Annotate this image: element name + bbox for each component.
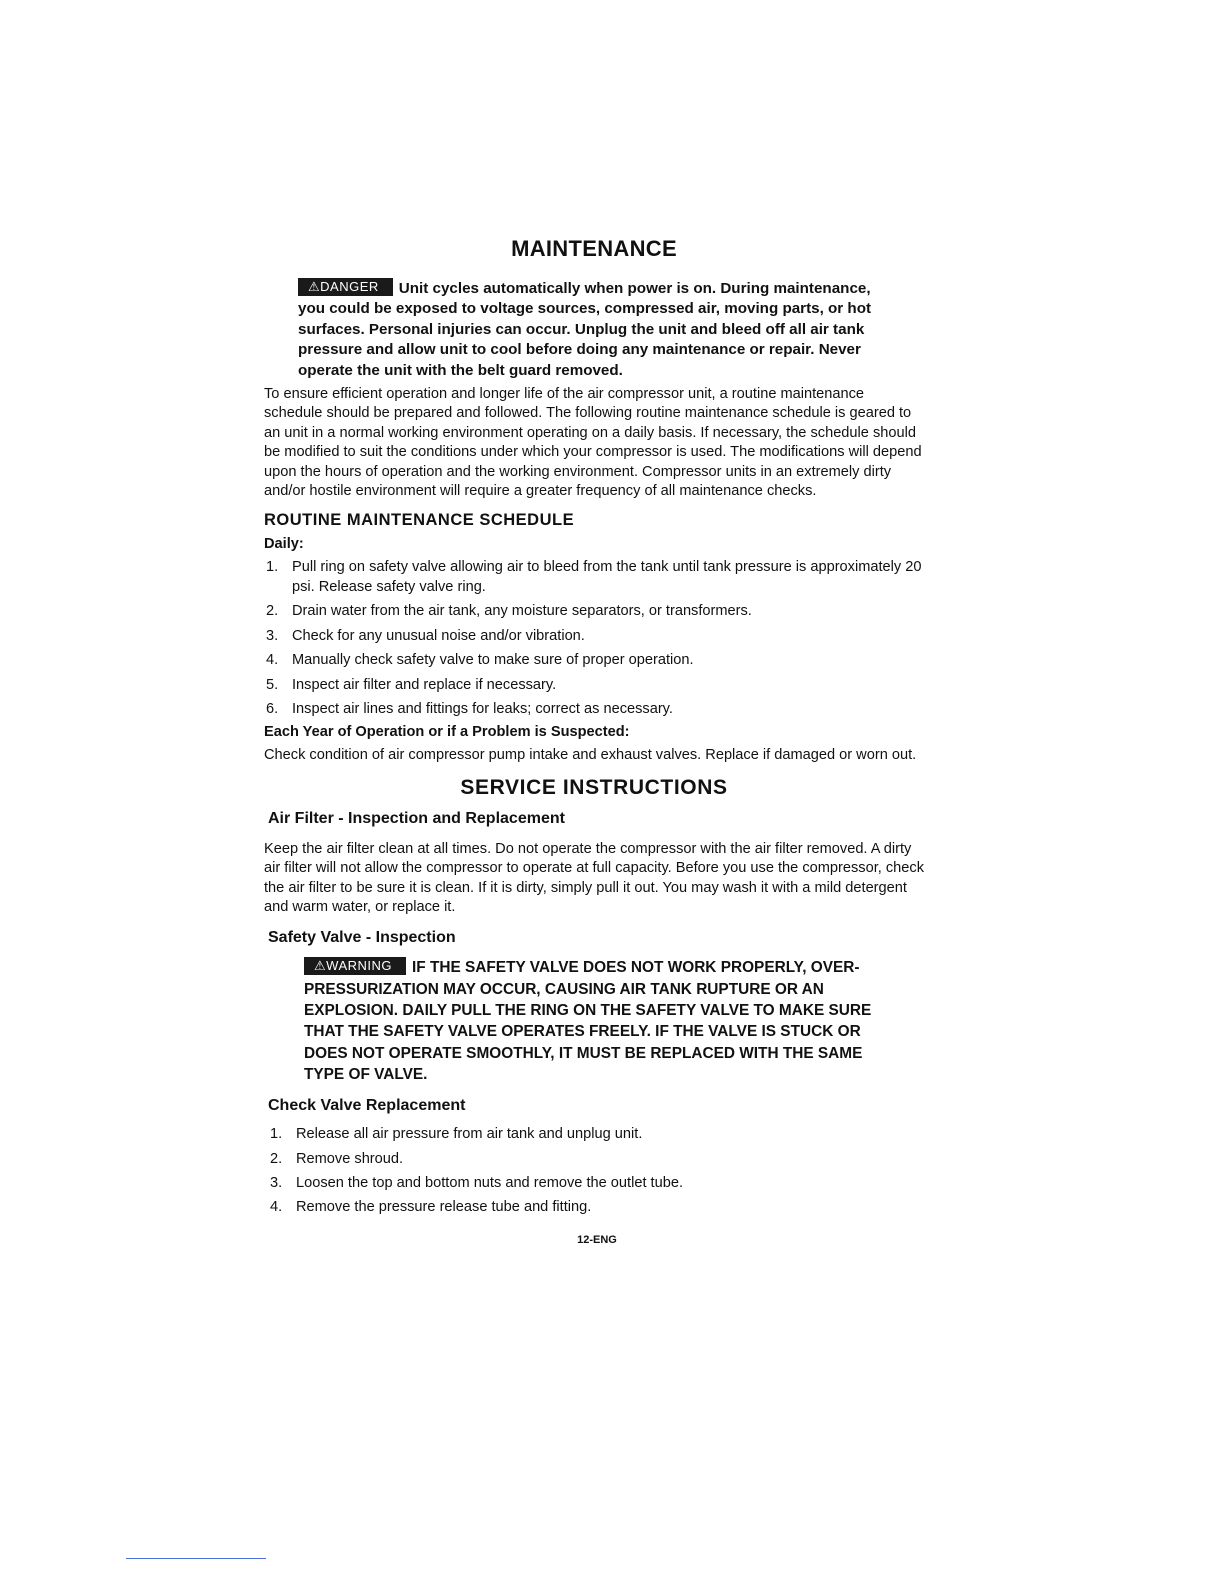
air-filter-heading: Air Filter - Inspection and Replacement xyxy=(268,809,565,827)
daily-label: Daily: xyxy=(264,536,304,553)
list-item-number: 3. xyxy=(266,627,279,644)
list-item-number: 2. xyxy=(266,603,279,620)
service-heading: SERVICE INSTRUCTIONS xyxy=(460,775,728,799)
list-item-number: 2. xyxy=(270,1150,283,1167)
document-page xyxy=(264,236,924,1246)
daily-list xyxy=(264,558,924,719)
warning-text: IF THE SAFETY VALVE DOES NOT WORK PROPERLY, OVER-PRESSURIZATION MAY OCCUR, CAUSING AIR TANK RUPTURE OR AN EXPLOSION. DAILY PULL THE RING ON THE SAFETY VALVE TO MAKE SURE THAT THE SAFETY VALVE OPERATES FREELY. IF THE VALVE IS STUCK OR DOES NOT OPERATE SMOOTHLY, IT MUST BE REPLACED WITH THE SAME TYPE OF VALVE. xyxy=(304,959,872,1083)
maintenance-intro: To ensure efficient operation and longer life of the air compressor unit, a routine maintenance schedule should be prepared and followed. The following routine maintenance schedule is geared to an unit in a normal working environment operating on a daily basis. If necessary, the schedule should be modified to suit the conditions under which your compressor is used. The modifications will depend upon the hours of operation and the working environment. Compressor units in an extremely dirty and/or hostile environment will require a greater frequency of all maintenance checks. xyxy=(264,386,922,500)
list-item-number: 4. xyxy=(270,1199,283,1216)
list-item xyxy=(264,627,924,646)
yearly-text: Check condition of air compressor pump intake and exhaust valves. Replace if damaged or worn out. xyxy=(264,747,917,764)
list-item-text: Inspect air filter and replace if necessary. xyxy=(292,676,557,693)
check-valve-heading: Check Valve Replacement xyxy=(268,1097,466,1115)
list-item-number: 6. xyxy=(266,700,279,717)
list-item-text: Drain water from the air tank, any moisture separators, or transformers. xyxy=(292,603,752,620)
list-item-text: Release all air pressure from air tank and unplug unit. xyxy=(296,1126,643,1143)
list-item-text: Pull ring on safety valve allowing air to bleed from the tank until tank pressure is approximately 20 psi. Release safety valve ring. xyxy=(292,559,922,595)
list-item xyxy=(264,558,924,597)
list-item-text: Inspect air lines and fittings for leaks; correct as necessary. xyxy=(292,700,673,717)
list-item-text: Check for any unusual noise and/or vibration. xyxy=(292,627,585,644)
list-item-number: 3. xyxy=(270,1174,283,1191)
list-item xyxy=(264,651,924,670)
schedule-heading: ROUTINE MAINTENANCE SCHEDULE xyxy=(264,511,575,530)
yearly-label: Each Year of Operation or if a Problem is Suspected: xyxy=(264,724,630,741)
page-number: 12-ENG xyxy=(577,1233,617,1246)
list-item xyxy=(268,1198,924,1217)
list-item xyxy=(268,1125,924,1144)
danger-badge: ⚠DANGER xyxy=(298,278,393,296)
list-item xyxy=(268,1150,924,1169)
list-item xyxy=(264,676,924,695)
list-item-number: 4. xyxy=(266,652,279,669)
warning-badge: ⚠WARNING xyxy=(304,957,406,975)
maintenance-heading: MAINTENANCE xyxy=(511,236,677,261)
list-item-text: Manually check safety valve to make sure of proper operation. xyxy=(292,652,694,669)
list-item-number: 5. xyxy=(266,676,279,693)
list-item-text: Loosen the top and bottom nuts and remove the outlet tube. xyxy=(296,1174,684,1191)
list-item-text: Remove the pressure release tube and fitting. xyxy=(296,1199,592,1216)
list-item xyxy=(264,700,924,719)
safety-valve-heading: Safety Valve - Inspection xyxy=(268,929,456,947)
air-filter-text: Keep the air filter clean at all times. Do not operate the compressor with the air filter removed. A dirty air filter will not allow the compressor to operate at full capacity. Before you use the compressor, check the air filter to be sure it is clean. If it is dirty, simply pull it out. You may wash it with a mild detergent and warm water, or replace it. xyxy=(264,840,924,915)
bottom-divider xyxy=(126,1558,266,1559)
list-item xyxy=(268,1174,924,1193)
danger-text: Unit cycles automatically when power is on. During maintenance, you could be exposed to voltage sources, compressed air, moving parts, or hot surfaces. Personal injuries can occur. Unplug the unit and bleed off all air tank pressure and allow unit to cool before doing any maintenance or repair. Never operate the unit with the belt guard removed. xyxy=(298,280,872,379)
list-item-text: Remove shroud. xyxy=(296,1150,404,1167)
danger-notice xyxy=(298,278,888,381)
warning-notice xyxy=(304,957,884,1085)
check-valve-list xyxy=(268,1125,924,1218)
list-item xyxy=(264,602,924,621)
list-item-number: 1. xyxy=(266,559,279,576)
list-item-number: 1. xyxy=(270,1126,283,1143)
